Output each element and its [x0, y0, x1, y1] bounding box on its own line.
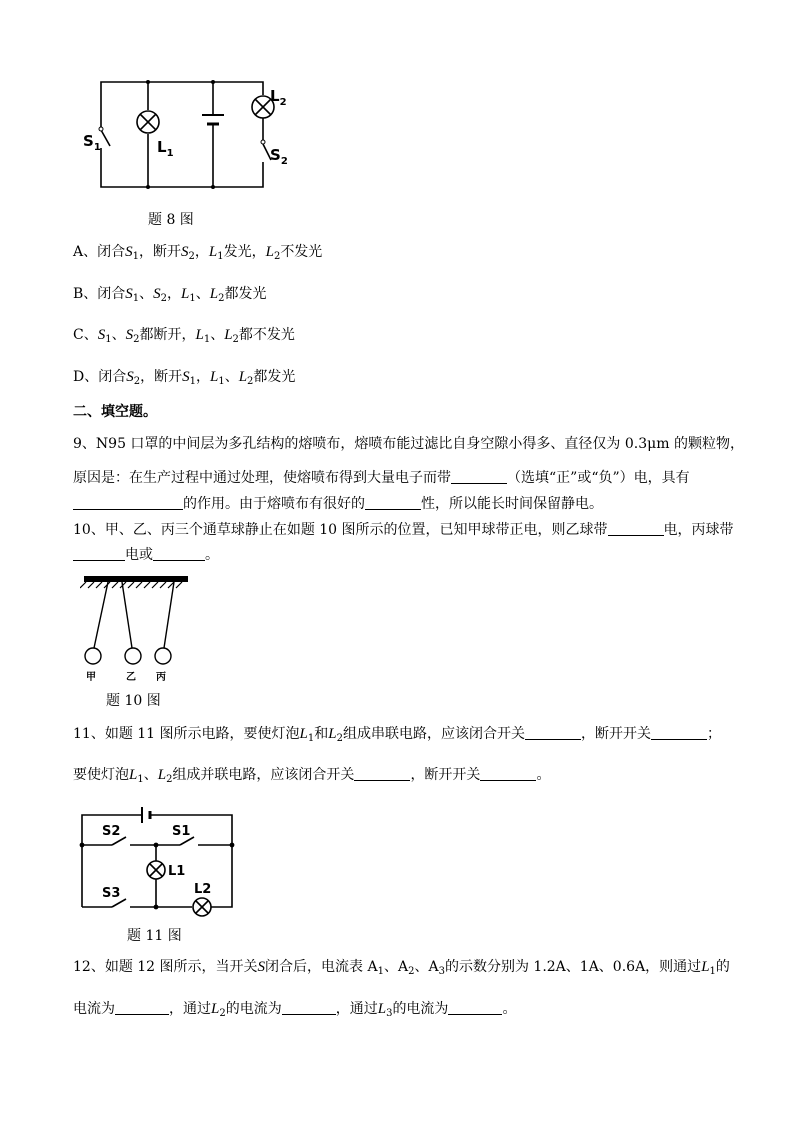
ball-bing-label: 丙: [156, 672, 166, 683]
q11-blank-1[interactable]: [525, 725, 581, 740]
svg-text:L1: $L_1$: [157, 138, 174, 159]
ball-yi-label: 乙: [126, 672, 136, 683]
q10-line1: 10、甲、乙、丙三个通草球静止在如题 10 图所示的位置，已知甲球带正电，则乙球带 电，丙球带: [73, 522, 734, 538]
option-d: D、闭合$S_2$，断开$S_1$，$L_1$、$L_2$都发光: [73, 369, 296, 387]
fig8-l2-label: L: [270, 87, 280, 105]
q11-line1: 11、如题 11 图所示电路，要使灯泡$L_1$和$L_2$组成串联电路，应该闭合开关 ，断开开关 ；: [73, 726, 721, 744]
q12-line1: 12、如题 12 图所示，当开关S闭合后，电流表 $A_1$、$A_2$、$A_3$的示数分别为 1.2A、1A、0.6A，则通过$L_1$的: [73, 959, 730, 977]
fig11-l2-label: L2: [194, 882, 212, 897]
q9-line1: 9、N95 口罩的中间层为多孔结构的熔喷布，熔喷布能过滤比自身空隙小得多、直径仅为 0.3μm 的颗粒物，: [73, 436, 744, 452]
svg-text:L2: $L_2$: [270, 87, 287, 108]
q9-blank-1[interactable]: [451, 469, 507, 484]
svg-text:S2: $S_2$: [270, 146, 288, 167]
fig11-s1-label: S1: [172, 824, 191, 839]
fig11-caption: 题 11 图: [127, 928, 182, 944]
fig10-caption: 题 10 图: [106, 693, 161, 709]
svg-text:S1: $S_1$: [83, 132, 101, 153]
option-a: A、闭合$S_1$，断开$S_2$，$L_1$发光，$L_2$不发光: [73, 244, 323, 262]
q9-line3: 的作用。由于熔喷布有很好的 性，所以能长时间保留静电。: [73, 494, 603, 514]
q12-blank-1[interactable]: [115, 1000, 169, 1015]
figure-10-pith-balls: [80, 572, 200, 687]
q10-line2: 电或 。: [73, 545, 219, 565]
fig8-l1-label: L: [157, 138, 167, 156]
fig8-s1-label: S: [83, 132, 94, 150]
q11-blank-4[interactable]: [480, 766, 536, 781]
q12-line2: 电流为 ，通过$L_2$的电流为 ，通过$L_3$的电流为 。: [73, 1001, 517, 1019]
option-c: C、$S_1$、$S_2$都断开，$L_1$、$L_2$都不发光: [73, 327, 295, 345]
q10-blank-3[interactable]: [153, 546, 205, 561]
fig8-caption: 题 8 图: [148, 212, 194, 228]
figure-8-circuit: [80, 70, 310, 195]
q12-blank-3[interactable]: [448, 1000, 502, 1015]
section-title: 二、填空题。: [73, 404, 157, 420]
figure-11-circuit: [72, 803, 242, 923]
q9-blank-3[interactable]: [365, 495, 421, 510]
option-b: B、闭合$S_1$、$S_2$，$L_1$、$L_2$都发光: [73, 286, 267, 304]
q10-blank-1[interactable]: [608, 521, 664, 536]
fig8-s2-label: S: [270, 146, 281, 164]
q12-blank-2[interactable]: [282, 1000, 336, 1015]
q11-line2: 要使灯泡$L_1$、$L_2$组成并联电路，应该闭合开关 ，断开开关 。: [73, 767, 551, 785]
fig11-s3-label: S3: [102, 886, 121, 901]
q9-line2: 原因是：在生产过程中通过处理，使熔喷布得到大量电子而带 （选填“正”或“负”）电，具有: [73, 470, 690, 486]
fig11-l1-label: L1: [168, 864, 186, 879]
q10-blank-2[interactable]: [73, 546, 125, 561]
q9-blank-2[interactable]: [73, 495, 183, 510]
fig11-s2-label: S2: [102, 824, 121, 839]
q11-blank-2[interactable]: [651, 725, 707, 740]
q11-blank-3[interactable]: [354, 766, 410, 781]
ball-jia-label: 甲: [86, 672, 96, 683]
